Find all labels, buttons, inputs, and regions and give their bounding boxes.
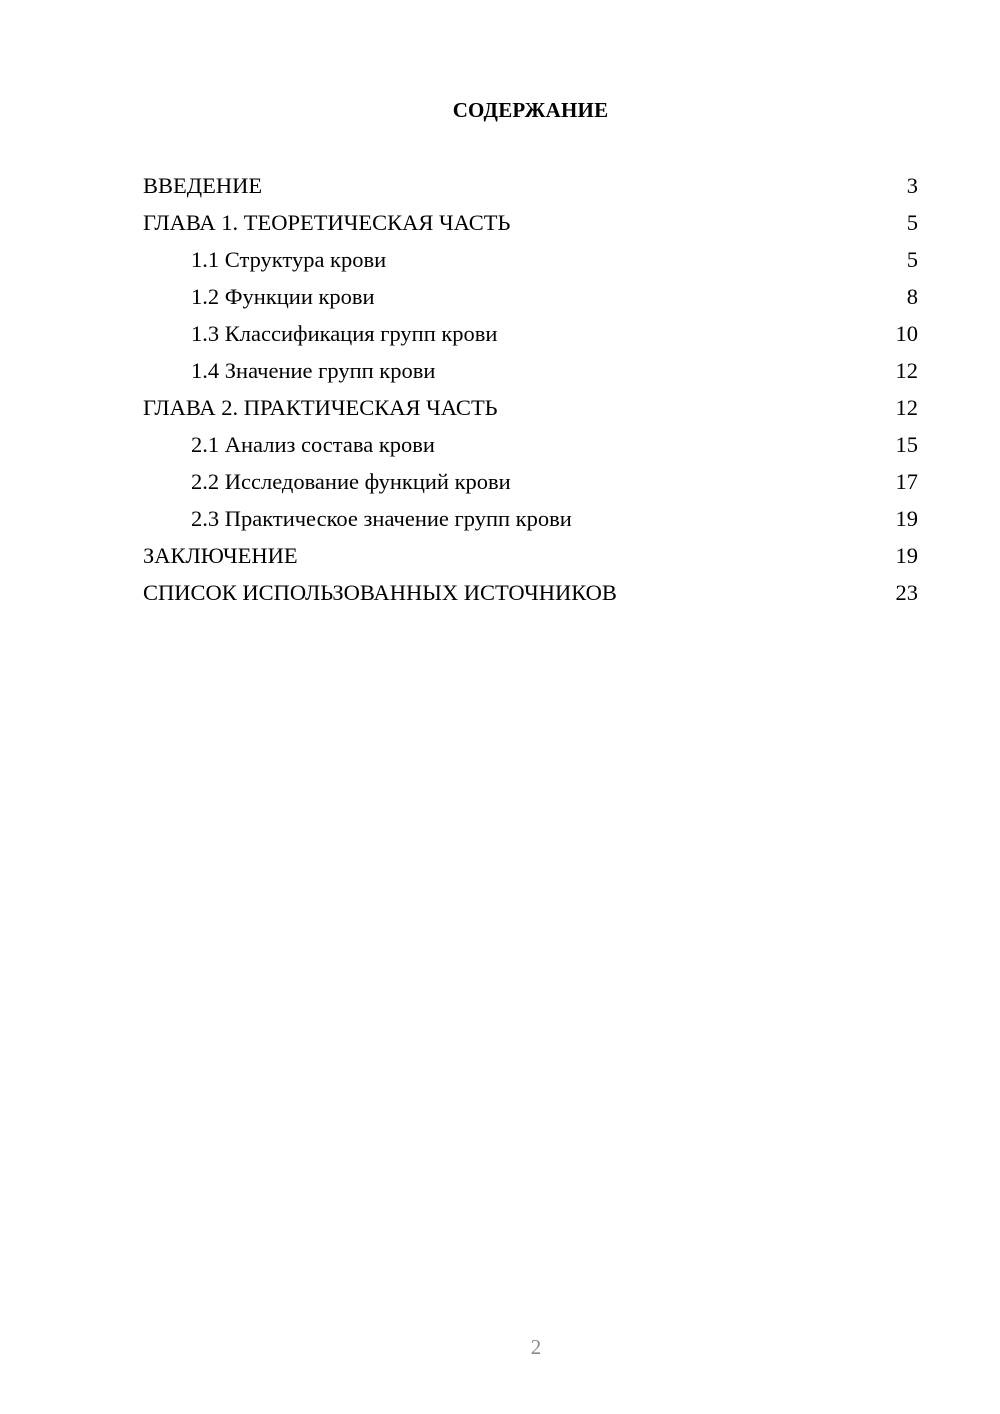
toc-entry-page: 5 xyxy=(906,210,918,235)
toc-entry-label: 1.2 Функции крови xyxy=(191,284,375,309)
toc-entry-references[interactable] xyxy=(143,574,918,611)
table-of-contents xyxy=(143,167,918,611)
toc-entry-conclusion[interactable] xyxy=(143,537,918,574)
toc-entry-section-2-3[interactable] xyxy=(143,500,918,537)
toc-entry-introduction[interactable] xyxy=(143,167,918,204)
toc-entry-label: 2.1 Анализ состава крови xyxy=(191,432,435,457)
toc-entry-label: ГЛАВА 2. ПРАКТИЧЕСКАЯ ЧАСТЬ xyxy=(143,395,498,420)
toc-entry-chapter-1[interactable] xyxy=(143,204,918,241)
toc-entry-section-1-1[interactable] xyxy=(143,241,918,278)
toc-entry-section-1-2[interactable] xyxy=(143,278,918,315)
toc-entry-section-1-4[interactable] xyxy=(143,352,918,389)
toc-entry-section-2-1[interactable] xyxy=(143,426,918,463)
toc-entry-label: ЗАКЛЮЧЕНИЕ xyxy=(143,543,298,568)
toc-entry-section-1-3[interactable] xyxy=(143,315,918,352)
toc-entry-page: 3 xyxy=(906,173,918,198)
toc-entry-page: 15 xyxy=(895,432,918,457)
toc-entry-page: 17 xyxy=(895,469,918,494)
toc-entry-page: 19 xyxy=(895,506,918,531)
toc-entry-page: 23 xyxy=(895,580,918,605)
toc-entry-label: ГЛАВА 1. ТЕОРЕТИЧЕСКАЯ ЧАСТЬ xyxy=(143,210,511,235)
toc-entry-page: 12 xyxy=(895,358,918,383)
toc-entry-page: 10 xyxy=(895,321,918,346)
toc-entry-label: 2.3 Практическое значение групп крови xyxy=(191,506,572,531)
toc-entry-label: СПИСОК ИСПОЛЬЗОВАННЫХ ИСТОЧНИКОВ xyxy=(143,580,617,605)
toc-entry-section-2-2[interactable] xyxy=(143,463,918,500)
toc-entry-label: 2.2 Исследование функций крови xyxy=(191,469,511,494)
toc-entry-page: 5 xyxy=(906,247,918,272)
toc-entry-label: 1.3 Классификация групп крови xyxy=(191,321,498,346)
toc-entry-page: 19 xyxy=(895,543,918,568)
page-title: СОДЕРЖАНИЕ xyxy=(452,98,609,122)
toc-entry-label: 1.4 Значение групп крови xyxy=(191,358,436,383)
toc-entry-chapter-2[interactable] xyxy=(143,389,918,426)
toc-entry-page: 12 xyxy=(895,395,918,420)
toc-entry-label: 1.1 Структура крови xyxy=(191,247,387,272)
toc-entry-label: ВВЕДЕНИЕ xyxy=(143,173,263,198)
page-number: 2 xyxy=(530,1335,542,1359)
toc-entry-page: 8 xyxy=(906,284,918,309)
